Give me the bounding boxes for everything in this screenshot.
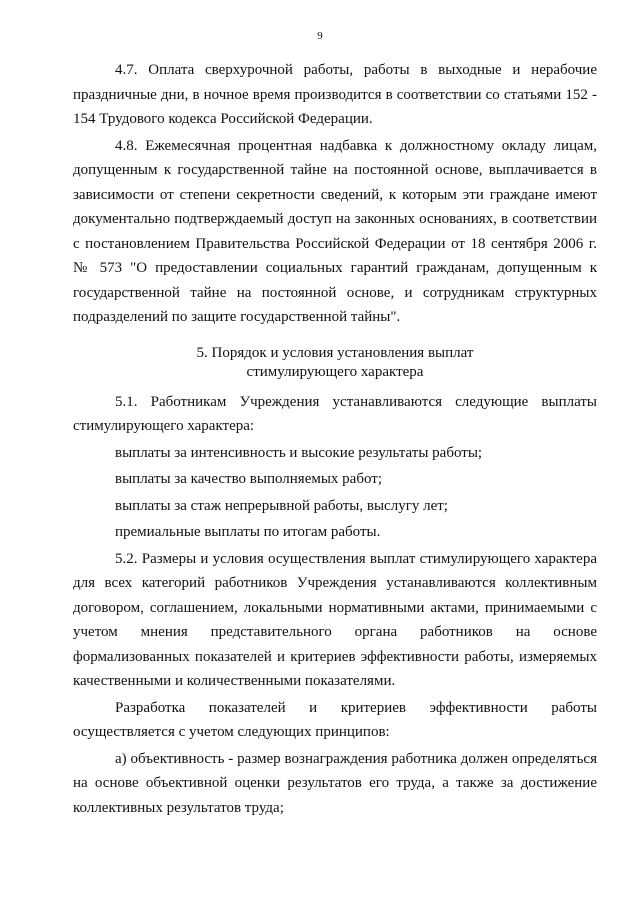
paragraph-5-2: 5.2. Размеры и условия осуществления выплат стимулирующего характера для всех категорий работников Учреждения устанавливаются коллективным договором, соглашением, локальными нормативными актами, принимаемыми с учетом мнения представительного органа работников на основе формализованных показателей и критериев эффективности работы, измеряемых качественными и количественными показателями. [73,550,597,689]
paragraph-5-1: 5.1. Работникам Учреждения устанавливаются следующие выплаты стимулирующего характера: [73,393,597,434]
paragraph-principle-a: а) объективность - размер вознаграждения работника должен определяться на основе объективной оценки результатов его труда, а также за достижение коллективных результатов труда; [73,750,597,816]
section-5-heading-line-2: стимулирующего характера [246,363,424,380]
section-5-heading [73,344,597,382]
page-number: 9 [317,30,323,42]
document-body [73,58,597,822]
paragraph-4-8: 4.8. Ежемесячная процентная надбавка к должностному окладу лицам, допущенным к государственной тайне на постоянной основе, выплачивается в зависимости от степени секретности сведений, к которым эти граждане имеют документально подтверждаемый доступ на законных основаниях, в соответствии с постановлением Правительства Российской Федерации от 18 сентября 2006 г. № 573 "О предоставлении социальных гарантий гражданам, допущенным к государственной тайне на постоянной основе, и сотрудникам структурных подразделений по защите государственной тайны". [73,137,597,325]
section-5-heading-line-1: 5. Порядок и условия установления выплат [196,344,474,361]
list-item: премиальные выплаты по итогам работы. [115,524,381,540]
paragraph-4-7: 4.7. Оплата сверхурочной работы, работы в выходные и нерабочие праздничные дни, в ночное время производится в соответствии со статьями 152 - 154 Трудового кодекса Российской Федерации. [73,62,597,127]
paragraph-criteria: Разработка показателей и критериев эффективности работы осуществляется с учетом следующих принципов: [73,699,597,740]
list-item: выплаты за качество выполняемых работ; [115,471,382,487]
list-item: выплаты за интенсивность и высокие результаты работы; [115,444,483,461]
list-item: выплаты за стаж непрерывной работы, выслугу лет; [115,497,448,514]
